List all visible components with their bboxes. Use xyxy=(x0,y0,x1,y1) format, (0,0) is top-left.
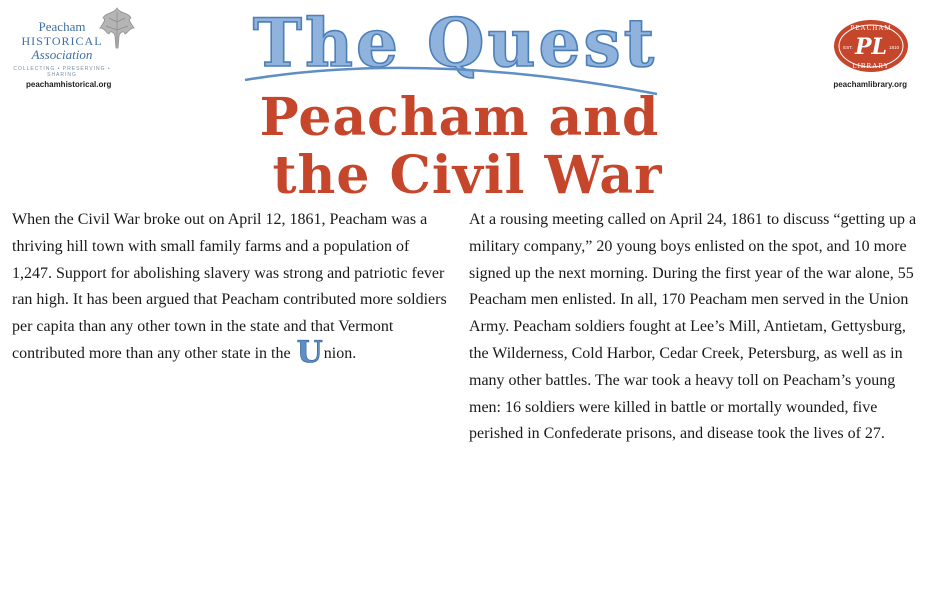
left-column xyxy=(12,207,448,368)
right-paragraph: At a rousing meeting called on April 24, 1861 to discuss “getting up a military company,” 20 young boys enlisted on the spot, and 10 more signed up the next morning. During the first year of the war alone, 55 Peacham men enlisted. In all, 170 Peacham men served in the Union Army. Peacham soldiers fought at Lee’s Mill, Antietam, Gettysburg, the Wilderness, Cold Harbor, Cedar Creek, Petersburg, as well as in many other battles. The war took a heavy toll on Peacham’s young men: 16 soldiers were killed in battle or mortally wounded, five perished in Confederate prisons, and disease took the lives of 27. xyxy=(469,211,917,443)
left-paragraph-text: When the Civil War broke out on April 12, 1861, Peacham was a thriving hill town with small family farms and a population of 1,247. Support for abolishing slavery was strong and patriotic fever ran high. It has been argued that Peacham contributed more soldiers per capita than any other town in the state and that Vermont contributed more than any other state in the xyxy=(12,211,447,362)
title-line-1: Peacham and xyxy=(259,87,660,148)
title-line-2: the Civil War xyxy=(272,145,663,206)
title-quest xyxy=(252,2,658,92)
drop-letter-u: U xyxy=(296,334,323,370)
library-seal-icon xyxy=(832,18,910,74)
library-seal-monogram: PL xyxy=(854,34,888,60)
library-seal-est: EST. xyxy=(843,45,853,50)
left-paragraph xyxy=(12,207,448,368)
association-tagline: COLLECTING • PRESERVING • SHARING xyxy=(13,66,111,78)
library-url[interactable]: peachamlibrary.org xyxy=(833,80,907,89)
right-column xyxy=(469,207,919,448)
library-seal-year: 1810 xyxy=(888,45,900,50)
library-seal-top-text: PEACHAM xyxy=(850,24,892,32)
association-name-line3: Association xyxy=(31,47,93,62)
title-quest-text: The Quest xyxy=(252,4,658,82)
association-name-line1: Peacham xyxy=(38,19,86,34)
left-paragraph-end: nion. xyxy=(323,344,357,362)
historical-url[interactable]: peachamhistorical.org xyxy=(26,80,112,89)
library-seal-bottom-text: LIBRARY xyxy=(852,62,890,70)
association-name-line2: HISTORICAL xyxy=(21,34,103,48)
